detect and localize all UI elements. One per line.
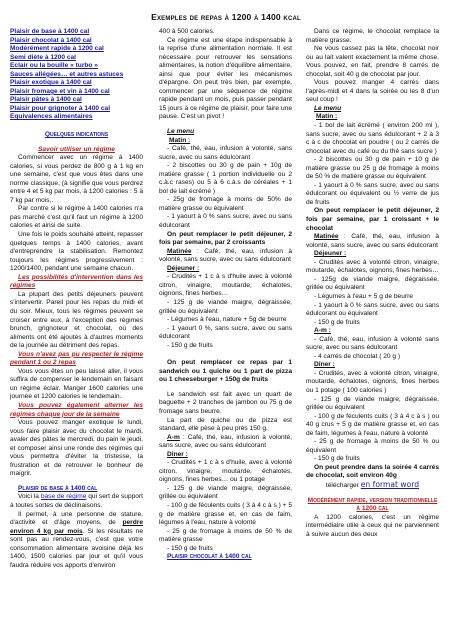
toc-link-fromage-vin[interactable]: Plaisir fromage et vin à 1400 cal: [10, 87, 110, 95]
replace-breakfast-note: On peut remplacer le petit déjeuner, 2 fois par semaine, par 2 croissants: [159, 230, 292, 247]
diner-item: - 150 g de fruits: [167, 544, 213, 552]
chocolate-evening-note: On peut prendre dans la soirée 4 carrés de chocolat, soit environ 40g: [306, 463, 439, 480]
paragraph-chocolat-intro-1: Dans ce régime, le chocolat remplace la matière grasse.: [306, 28, 439, 44]
matin-label: Matin :: [169, 136, 191, 144]
matin-item: - 25g de fromage à moins de 50% de matière grasse ou équivalent: [159, 196, 292, 212]
paragraph-intro-1: 400 à 500 calories.: [159, 28, 215, 35]
matin-item: - 2 biscottes ou 30 g de pain + 10 g de matière grasse ou 25 g de fromage à moins de 50 % de matière grasse ou équivalent: [306, 156, 439, 181]
paragraph-intervention: La plupart des petits déjeuners peuvent s'intervertir. Pareil pour les repas du midi et du soir. Mieux, tous les régimes peuvent se croiser entre eux, à l'exception des régimes brunch, grignoteur et chocolat, où des aliments ont été ajoutés à d'autres moments de la journée au détriment des repas.: [10, 290, 143, 350]
toc-link-semi-diete[interactable]: Semi diète à 1200 cal: [10, 53, 76, 61]
diner-item: - 100 g de féculents cuits ( 3 à 4 c à s ) ou 40 g crus + 5 g de matière grasse et, en cas de faim, légumes à l'eau, nature à volonté: [306, 412, 439, 437]
diner-item: - 125 g de viande maigre, dégraissée, grillée ou équivalent: [159, 484, 292, 501]
dejeuner-item: - Légumes à l'eau, nature + 5g de beurre: [167, 316, 287, 324]
toc-link-equivalences[interactable]: Equivalences alimentaires: [10, 113, 93, 121]
column-3: [306, 28, 439, 539]
toc-link-exotique[interactable]: Plaisir exotique à 1400 cal: [10, 79, 92, 87]
am-item: - Café, thé, eau, infusion à volonté sans sucre, avec ou sans édulcorant: [306, 335, 439, 352]
matinee-line: Matinée : Café, thé, eau, infusion à volonté, sans sucre, avec ou sans édulcorant: [159, 247, 292, 264]
base-regime-link[interactable]: base de régime: [40, 493, 87, 501]
download-word-link[interactable]: en format word: [360, 479, 420, 489]
dejeuner-item: - 125g de viande maigre, dégraissée, grillée ou équivalent: [306, 275, 439, 292]
paragraph-chocolat-intro-3: Vous pouvez manger 4 carrés dans l'après-midi et 4 dans la soirée ou les 8 d'un seul coup !: [306, 79, 439, 104]
dejeuner-item: - Crudités + 1 c à s d'huile avec à volonté citron, vinaigre, moutarde, échalotes, oignons, fines herbes…: [159, 273, 292, 298]
diner-item: - 25 g de fromage à moins de 50 % de matière grasse: [159, 527, 292, 544]
dejeuner-item: - Crudités avec à volonté citron, vinaigre, moutarde, échalotes, oignons, fines herbes…: [306, 258, 439, 275]
diner-item: - 100 g de féculents cuits ( 3 à 4 c à s ) + 5 g de matière grasse et, en cas de faim, légumes à l'eau, nature à volonté: [159, 501, 292, 527]
column-2: [159, 28, 292, 562]
diner-item: - 150 g de fruits: [314, 455, 360, 463]
dejeuner-item: - 1 yaourt à 0 % sans sucre, avec ou sans édulcorant ou équivalent: [306, 301, 439, 318]
sandwich-note: On peut remplacer ce repas par 1 sandwich ou 1 quiche ou 1 part de pizza ou 1 cheeseburger + 150g de fruits: [159, 359, 292, 384]
menu-heading: Le menu: [314, 104, 342, 112]
paragraph-repas: Vous vous êtes un peu laissé aller, il vous suffira de compenser le lendemain en faisant un régime éclair. Manger 1600 calories une journée et 1200 calories le lendemain.: [10, 367, 143, 401]
page-title: Exemples de repas à 1200 à 1400 kcal: [151, 12, 301, 22]
matin-item: - 1 bol de lait écrémé ( environ 200 ml ), sans sucre, avec ou sans édulcorant + 2 à 3 c à c de chocolat en poudre ( ou 2 carrés de chocolat avec du café ou du thé sans sucre ): [306, 122, 439, 155]
matin-item: - 1 yaourt à 0 % sans sucre, avec ou sans édulcorant: [159, 213, 292, 230]
heading-repas: Vous n'avez pas pu respecter le régime pendant 1 ou 2 repas: [10, 350, 143, 367]
heading-savoir: Savoir utiliser un régime: [38, 145, 115, 153]
dejeuner-item: - 1 yaourt 0 %, sans sucre, avec ou sans édulcorant: [159, 324, 292, 341]
diner-item: - 25 g de fromage à moins de 50 % ou équivalent: [306, 438, 439, 454]
replace-breakfast-note: On peut remplacer le petit déjeuner, 2 fois par semaine, par 1 croissant + le chocolat: [306, 207, 439, 232]
matin-item: - 1 yaourt à 0 % sans sucre, avec ou sans édulcorant ou équivalent ou ½ verre de jus de fruits: [306, 181, 439, 206]
matin-label: Matin :: [316, 113, 338, 121]
matin-item: - 2 biscottes ou 30 g de pain + 10g de matière grasse ( 1 portion individuelle ou 2 c.à.c rases) ou 5 à 6 c.à.s de céréales + 1 bol de lait écrémé ): [159, 162, 292, 195]
paragraph-moderement-rapide: A 1200 calories, c'est un régime intermédiaire utile à ceux qui ne parviennent à suivre aucun des deux: [306, 513, 439, 538]
paragraph-changer: Vous pouvez manger exotique le lundi, vous faire plaisir avec du chocolat le mardi, avaler des pâtes le mercredi, du pain le jeudi, et composer ainsi une ronde des régimes qui vous permettra d'éviter la tristesse, la frustration et de retrouver le bonheur de maigrir.: [10, 419, 143, 478]
dejeuner-label: Déjeuner :: [167, 264, 200, 272]
diner-item: - 125 g de viande maigre, dégraissée, grillée ou équivalent: [306, 395, 439, 412]
paragraph-savoir-2: Par contre si le régime à 1400 calories n'a pas marché c'est qu'il faut un régime à 1200 calories et ainsi de suite.: [10, 205, 143, 230]
menu-heading: Le menu: [167, 128, 195, 136]
am-item: - 4 carrés de chocolat ( 20 g ): [314, 352, 401, 360]
table-of-contents: [10, 28, 143, 122]
heading-plaisir-base: Plaisir de base à 1400 cal: [18, 484, 98, 492]
column-1: [10, 28, 143, 570]
paragraph-plaisir-1: Voici la base de régime qui sert de support à toutes sortes de déclinaisons.: [10, 493, 144, 509]
toc-link-chocolat[interactable]: Plaisir chocolat à 1400 cal: [10, 36, 92, 44]
dejeuner-label: Déjeuner :: [314, 250, 347, 258]
paragraph-pizza: La part de quiche ou de pizza est standard, elle pèse à peu près 150 g.: [159, 416, 292, 433]
paragraph-intro-2: Ce régime est une étape indispensable à la reprise d'une alimentation normale. Il est nécessaire pour retrouver les sensations alimentaires, la notion d'équilibre alimentaire, ainsi que pour éviter les mécanismes d'épargne. On peut très bien, par exemple, commencer par une séquence de régime rapide pendant un mois, puis passer pendant 15 jours à ce régime de plaisir, pour faire une pause. C'est un pivot !: [159, 36, 292, 121]
diner-label: Dîner :: [167, 450, 188, 458]
am-label: A-m :: [314, 327, 331, 335]
download-line: télécharger en format word: [325, 479, 420, 489]
toc-link-base[interactable]: Plaisir de base à 1400 cal: [10, 28, 90, 35]
diner-item: - Crudités, avec à volonté citron, vinaigre, moutarde, échalotes, oignons, fines herbes ou 1 potage ( 100 calories ): [306, 369, 439, 394]
dejeuner-item: - 125 g de viande maigre, dégraissée, grillée ou équivalent: [159, 298, 292, 315]
toc-link-grignoter[interactable]: Plaisir pour grignoter à 1400 cal: [10, 104, 111, 112]
diner-label: Dîner :: [314, 361, 335, 369]
toc-link-pates[interactable]: Plaisir pâtes à 1400 cal: [10, 96, 82, 104]
dejeuner-item: - 150 g de fruits: [167, 341, 213, 349]
toc-link-modere[interactable]: Modérément rapide à 1200 cal: [10, 45, 104, 53]
paragraph-savoir-1: Commencer avec un régime à 1400 calories, si vous perdez de 800 g à 1 kg en une semaine, c'est que vous êtes dans une norme classique, (à signifie que vous perdrez entre 4 et 5 kg par mois, à 1200 calories : 5 à 7 kg par mois,.: [10, 154, 143, 204]
heading-changer: Vous pouvez également alterner les régimes chaque jour de la semaine: [10, 401, 143, 418]
heading-indications: Quelques indications: [44, 131, 109, 139]
matin-item: - Café, thé, eau, infusion à volonté, sans sucre, avec ou sans édulcorant: [159, 145, 292, 161]
heading-plaisir-chocolat: Plaisir chocolat à 1400 cal: [167, 553, 252, 561]
am-line: A-m : Café, thé, eau, infusion à volonté, sans sucre, avec ou sans édulcorant: [159, 433, 292, 450]
paragraph-sandwich: Le sandwich est fait avec un quart de baguette + 2 tranches de jambon ou 75 g de fromage sans beurre.: [159, 390, 292, 415]
toc-link-sauces[interactable]: Sauces allégées… et autres astuces: [10, 70, 124, 78]
toc-link-eclair[interactable]: Eclair ou la bouille « turbo »: [10, 62, 98, 70]
dejeuner-item: - Légumes à l'eau + 5 g de beurre: [314, 292, 413, 300]
heading-intervention: Les possibilités d'intervention dans les régimes: [10, 273, 143, 290]
paragraph-plaisir-2: Il permet, à une personne de stature, d'activité et d'âge moyens, de perdre environ 4 kg par mois. Si les résultats ne sont pas au rendez-vous, c'est que votre consommation alimentaire avoisine déjà les 1400, 1500 calories par jour et qu'il vous faudra réduire vos apports d'environ: [10, 510, 143, 569]
paragraph-savoir-3: Une fois le poids souhaité atteint, repasser quelques temps à 1400 calories, avant d'entreprendre la stabilisation. Remontez toujours les régimes progressivement : 1200/1400, pendant une semaine chacun.: [10, 231, 143, 273]
paragraph-chocolat-intro-2: Ne vous cassez pas la tête, chocolat noir ou au lait valent exactement la même chose. Vous pouvez, en fait, prendre 8 carrés de chocolat, soit 40 g de chocolat par jour.: [306, 45, 439, 78]
heading-moderement-rapide: Modérément rapide, version traditionnelle à 1200 cal: [307, 496, 438, 513]
diner-item: - Crudités + 1 c à s d'huile, avec à volonté citron, vinaigre, moutarde, échalotes, oignons, fines herbes… ou 1 potage: [159, 459, 292, 484]
dejeuner-item: - 150 g de fruits: [314, 318, 360, 326]
matinee-line: Matinée : Café, thé, eau, infusion à volonté, sans sucre, avec ou sans édulcorant: [306, 233, 439, 249]
